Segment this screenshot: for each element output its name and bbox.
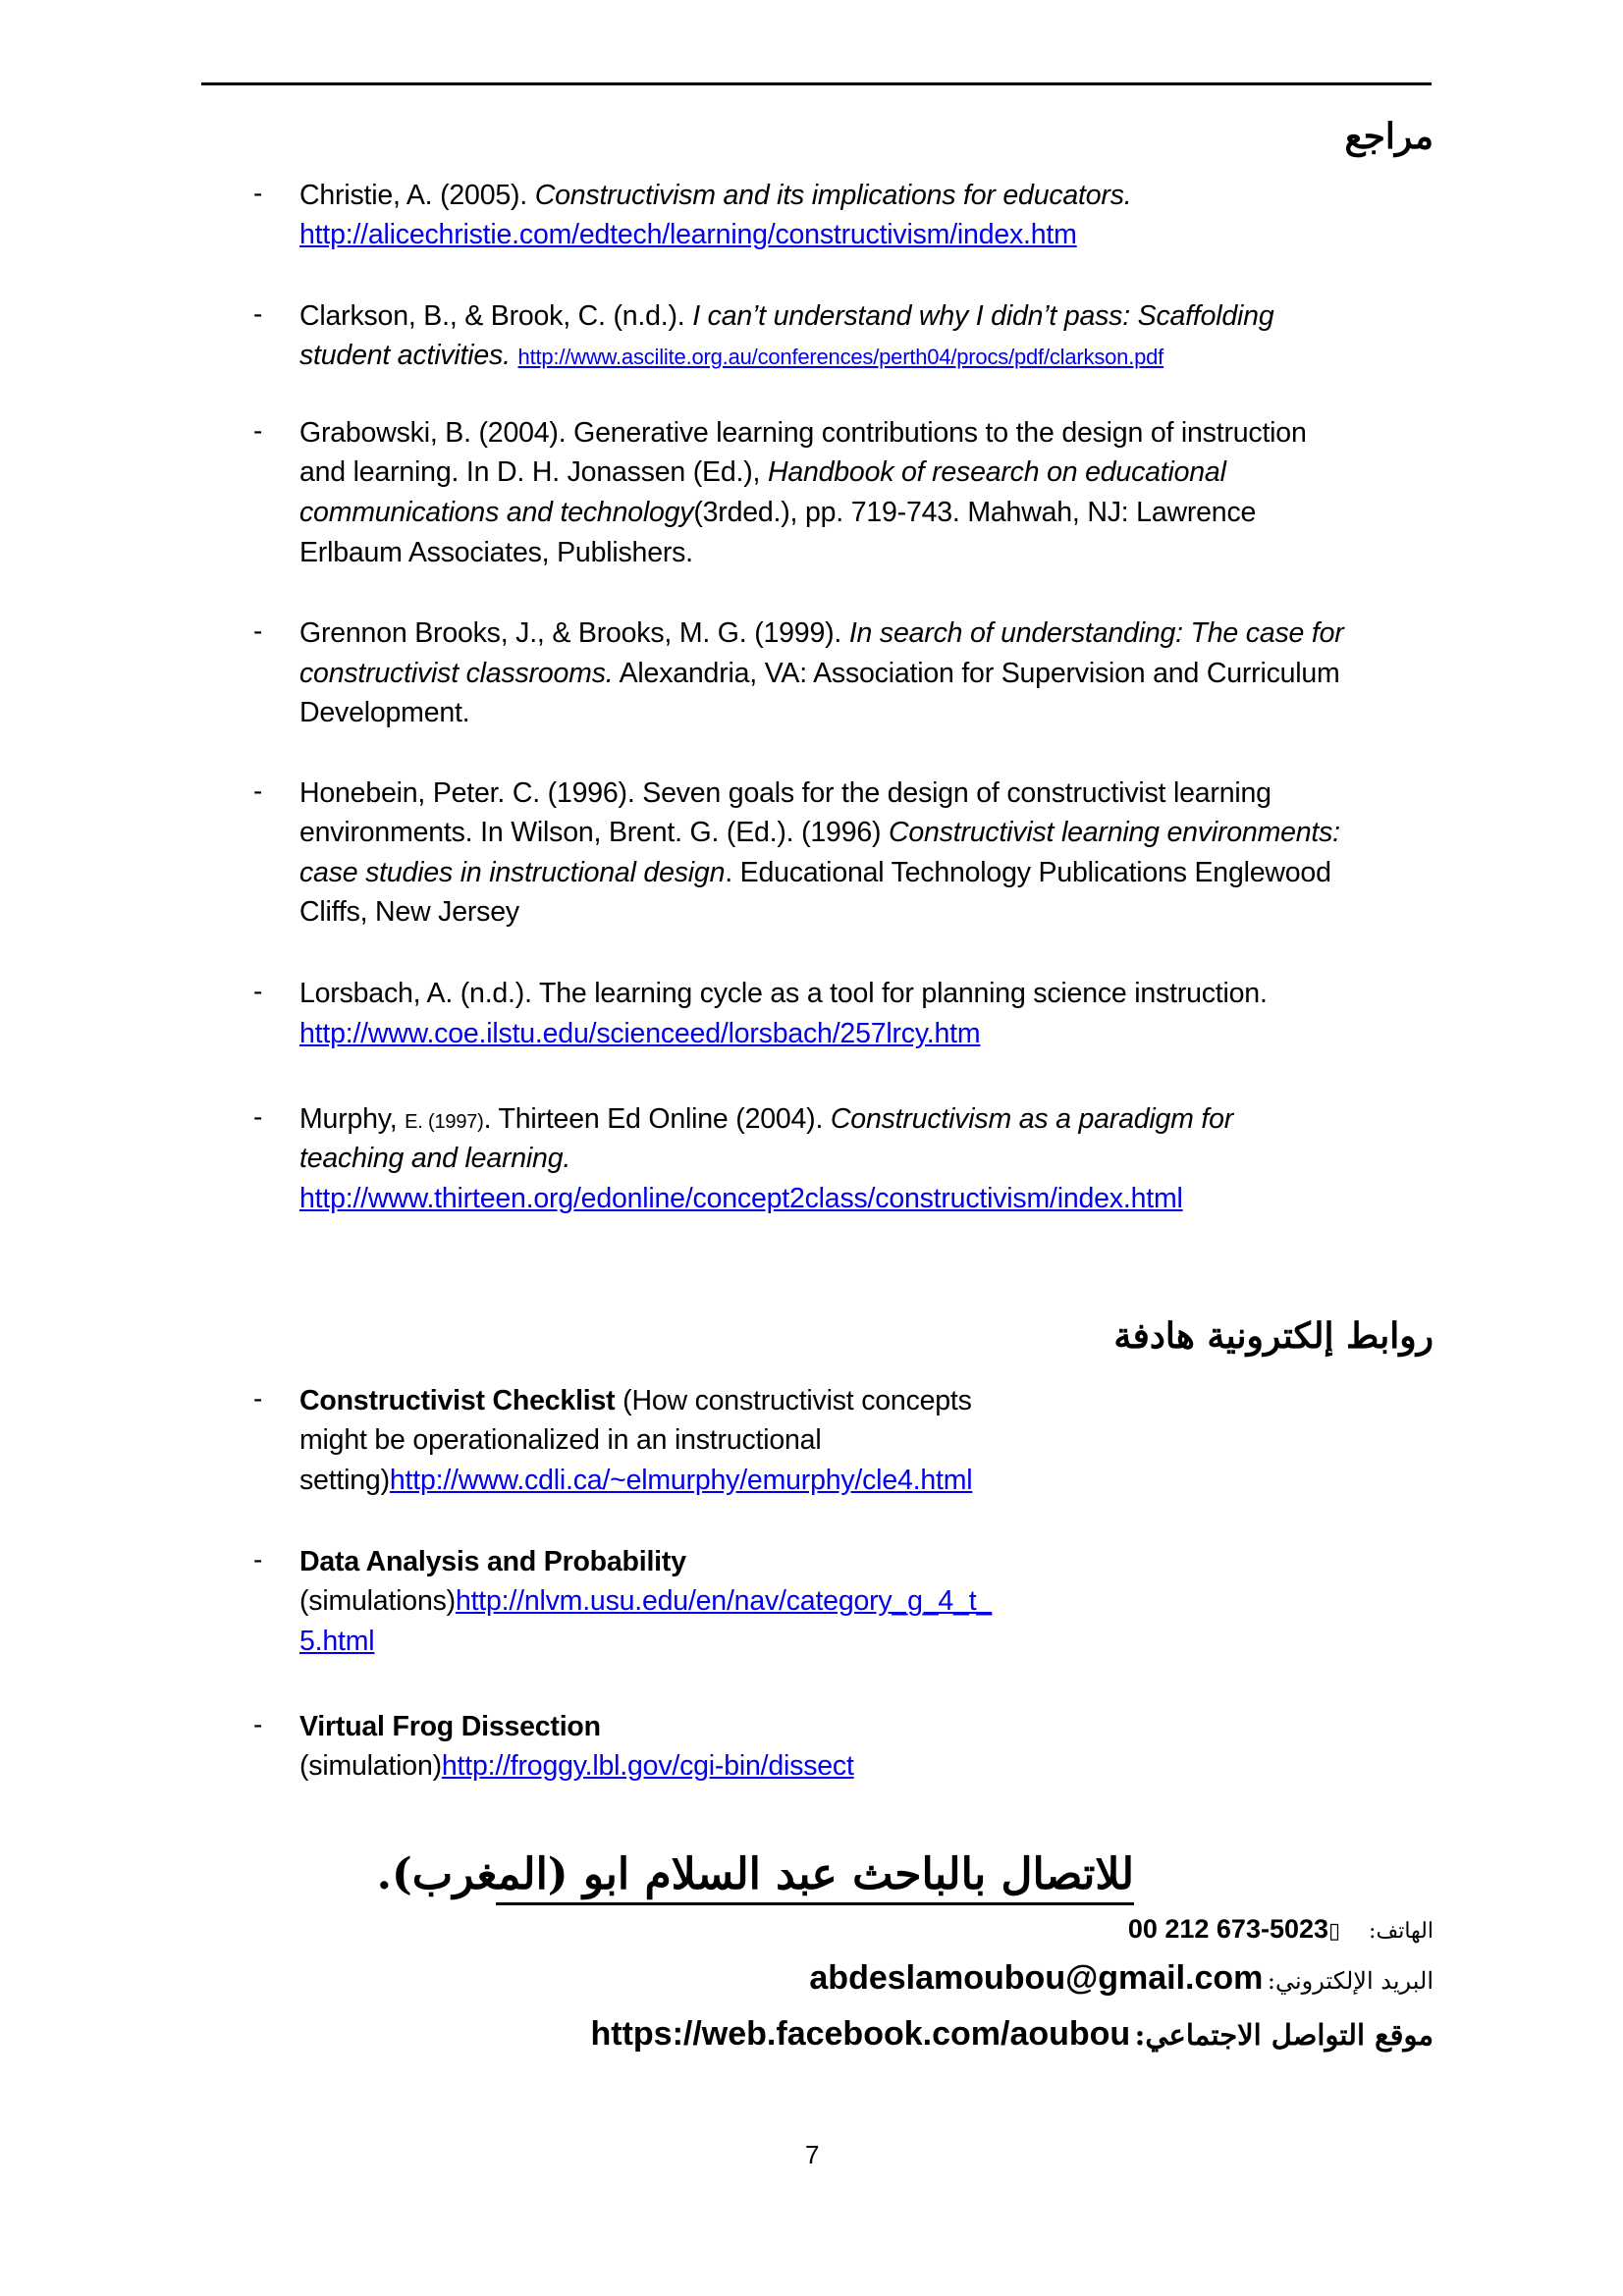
url-link[interactable]: http://www.cdli.ca/~elmurphy/emurphy/cle4.html <box>389 1465 973 1496</box>
reference-line <box>299 1103 1233 1136</box>
italic-title: Handbook of research on educational <box>767 456 1226 488</box>
missing-glyph-icon: ▯ <box>1328 1918 1341 1943</box>
reference-line <box>299 537 693 569</box>
page-number: 7 <box>805 2140 820 2169</box>
contact-title: للاتصال بالباحث عبد السلام ابو (المغرب). <box>496 1847 1134 1905</box>
reference-line <box>299 617 1344 650</box>
italic-title: student activities. <box>299 340 518 371</box>
resource-link-line <box>299 1424 821 1457</box>
citation-text: (simulation) <box>299 1750 442 1782</box>
citation-text: Christie, A. (2005). <box>299 180 535 211</box>
reference-line <box>299 456 1226 489</box>
reference-line <box>299 1183 1183 1215</box>
reference-line <box>299 1018 980 1050</box>
url-link[interactable]: http://www.thirteen.org/edonline/concept2class/constructivism/index.html <box>299 1183 1183 1214</box>
phone-value: 00 212 673-5023▯ <box>1127 1914 1341 1944</box>
reference-line <box>299 896 519 929</box>
citation-text: might be operationalized in an instructional <box>299 1424 822 1456</box>
header-rule <box>201 82 1432 85</box>
citation-text: environments. In Wilson, Brent. G. (Ed.). (1996) <box>299 817 890 848</box>
bullet-dash: - <box>253 1709 263 1739</box>
url-link[interactable]: http://alicechristie.com/edtech/learning/constructivism/index.htm <box>299 219 1077 250</box>
citation-text: Cliffs, New Jersey <box>299 896 519 928</box>
resource-link-line <box>299 1465 972 1497</box>
citation-text: Murphy, <box>299 1103 406 1135</box>
reference-line <box>299 1143 570 1175</box>
resource-link-line <box>299 1585 992 1618</box>
contact-phone-row <box>1128 1914 1434 1945</box>
reference-line <box>299 857 1331 889</box>
phone-label: الهاتف: <box>1369 1919 1434 1944</box>
url-link[interactable]: http://nlvm.usu.edu/en/nav/category_g_4_t_ <box>455 1585 993 1617</box>
italic-title: communications and technology <box>299 497 694 528</box>
resource-name: Data Analysis and Probability <box>299 1546 686 1577</box>
bullet-dash: - <box>253 1544 263 1575</box>
citation-text: Erlbaum Associates, Publishers. <box>299 537 693 568</box>
resource-link-line <box>299 1750 854 1783</box>
email-label: البريد الإلكتروني: <box>1267 1967 1434 1995</box>
italic-title: Constructivism and its implications for educators. <box>534 180 1132 211</box>
bullet-dash: - <box>253 1101 263 1132</box>
italic-title: case studies in instructional design <box>299 857 726 888</box>
social-label: موقع التواصل الاجتماعي: <box>1134 2018 1434 2052</box>
reference-line <box>299 497 1256 529</box>
citation-text: . Educational Technology Publications Englewood <box>725 857 1331 888</box>
citation-text: (3rded.), pp. 719-743. Mahwah, NJ: Lawrence <box>693 497 1257 528</box>
reference-line <box>299 817 1340 849</box>
url-link[interactable]: 5.html <box>299 1626 375 1657</box>
citation-text: Grennon Brooks, J., & Brooks, M. G. (1999). <box>299 617 849 649</box>
citation-text: (How constructivist concepts <box>615 1385 972 1416</box>
reference-line <box>299 978 1268 1010</box>
italic-title: Constructivism as a paradigm for <box>830 1103 1234 1135</box>
url-link[interactable]: http://www.ascilite.org.au/conferences/perth04/procs/pdf/clarkson.pdf <box>517 345 1164 369</box>
reference-line <box>299 697 469 729</box>
resource-name: Virtual Frog Dissection <box>299 1711 601 1742</box>
resource-link-line <box>299 1385 972 1417</box>
italic-title: teaching and learning. <box>299 1143 571 1174</box>
reference-line <box>299 417 1307 450</box>
bullet-dash: - <box>253 615 263 646</box>
reference-line <box>299 300 1273 333</box>
links-heading: روابط إلكترونية هادفة <box>1113 1315 1434 1357</box>
italic-title: I can’t understand why I didn’t pass: Scaffolding <box>692 300 1274 332</box>
citation-text: E. (1997) <box>405 1111 484 1133</box>
italic-title: constructivist classrooms. <box>299 658 614 689</box>
resource-link-line <box>299 1626 374 1658</box>
reference-line <box>299 180 1131 212</box>
reference-line <box>299 777 1271 810</box>
reference-line <box>299 658 1340 690</box>
bullet-dash: - <box>253 415 263 446</box>
bullet-dash: - <box>253 298 263 329</box>
bullet-dash: - <box>253 178 263 208</box>
citation-text: Grabowski, B. (2004). Generative learning contributions to the design of instruction <box>299 417 1307 449</box>
url-link[interactable]: http://froggy.lbl.gov/cgi-bin/dissect <box>441 1750 854 1782</box>
italic-title: Constructivist learning environments: <box>889 817 1340 848</box>
citation-text: Development. <box>299 697 470 728</box>
reference-line <box>299 340 1163 372</box>
citation-text: . Thirteen Ed Online (2004). <box>483 1103 831 1135</box>
contact-email-row <box>809 1959 1434 1998</box>
resource-link-line <box>299 1546 686 1578</box>
citation-text: setting) <box>299 1465 390 1496</box>
bullet-dash: - <box>253 775 263 806</box>
social-value[interactable]: https://web.facebook.com/aoubou <box>590 2015 1131 2053</box>
contact-social-row <box>591 2015 1434 2054</box>
reference-line <box>299 219 1077 251</box>
citation-text: Alexandria, VA: Association for Supervision and Curriculum <box>613 658 1340 689</box>
url-link[interactable]: http://www.coe.ilstu.edu/scienceed/lorsbach/257lrcy.htm <box>299 1018 981 1049</box>
citation-text: Clarkson, B., & Brook, C. (n.d.). <box>299 300 693 332</box>
bullet-dash: - <box>253 1383 263 1414</box>
citation-text: and learning. In D. H. Jonassen (Ed.), <box>299 456 768 488</box>
references-heading: مراجع <box>1344 116 1434 157</box>
citation-text: Honebein, Peter. C. (1996). Seven goals for the design of constructivist learning <box>299 777 1271 809</box>
italic-title: In search of understanding: The case for <box>848 617 1344 649</box>
citation-text: (simulations) <box>299 1585 456 1617</box>
bullet-dash: - <box>253 976 263 1006</box>
resource-name: Constructivist Checklist <box>299 1385 616 1416</box>
email-value[interactable]: abdeslamoubou@gmail.com <box>809 1959 1264 1997</box>
resource-link-line <box>299 1711 601 1743</box>
citation-text: Lorsbach, A. (n.d.). The learning cycle as a tool for planning science instruction. <box>299 978 1268 1009</box>
